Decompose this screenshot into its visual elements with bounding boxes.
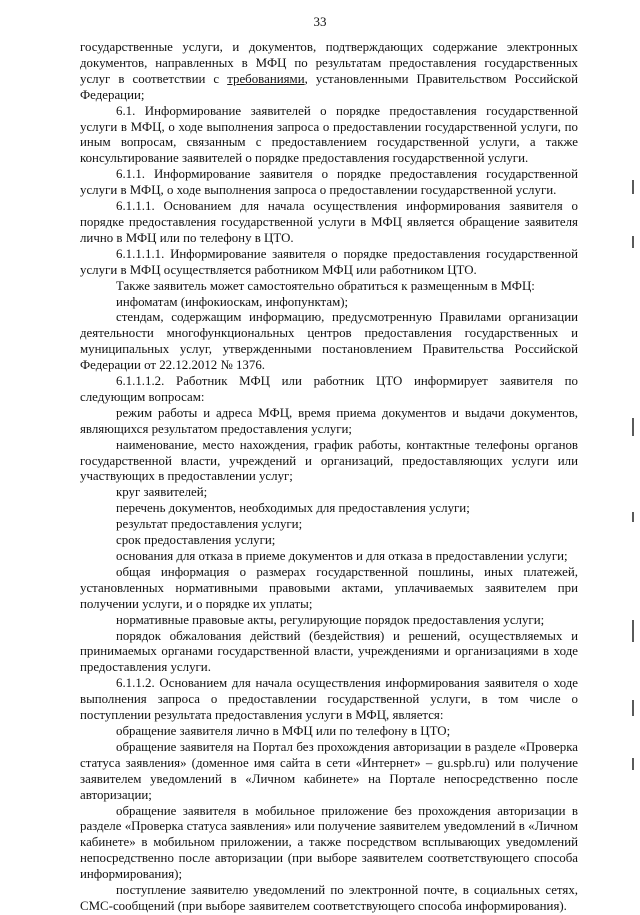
list-item: режим работы и адреса МФЦ, время приема документов и выдачи документов, являющихся результатом предоставления услуги; [80, 405, 578, 436]
document-body [80, 40, 578, 915]
list-item: порядок обжалования действий (бездействия) и решений, осуществляемых и принимаемых органами государственной власти, учреждениями и организациями в ходе предоставления услуги. [80, 628, 578, 675]
paragraph-text: , установленными Правительством Российской Федерации; [80, 71, 578, 102]
scan-edge-mark [632, 236, 634, 248]
section-6-1-1-1-2: 6.1.1.1.2. Работник МФЦ или работник ЦТО информирует заявителя по следующим вопросам: [80, 374, 578, 404]
paragraph-continuation [80, 40, 578, 104]
list-item: обращение заявителя лично в МФЦ или по телефону в ЦТО; [116, 723, 451, 738]
list-item: поступление заявителю уведомлений по электронной почте, в социальных сетях, СМС-сообщений (при выборе заявителем соответствующего способа информирования). [80, 883, 578, 913]
list-item: наименование, место нахождения, график работы, контактные телефоны органов государственной власти, учреждений и организаций, предоставляющих услуги или участвующих в предоставлении услуг; [80, 437, 578, 484]
list-item: срок предоставления услуги; [116, 533, 276, 548]
paragraph-text: государственные услуги, и документов, подтверждающих содержание электронных документов, направленных в МФЦ по результатам предоставления государственных услуг в соответствии с [80, 40, 578, 86]
scan-edge-mark [632, 512, 634, 522]
list-item: результат предоставления услуги; [116, 517, 303, 532]
list-item: круг заявителей; [116, 485, 208, 500]
page-number: 33 [313, 14, 327, 29]
section-6-1-1-1-1: 6.1.1.1.1. Информирование заявителя о порядке предоставления государственной услуги в МФЦ осуществляется работником МФЦ или работником ЦТО. [80, 246, 578, 277]
scan-edge-mark [632, 758, 634, 770]
section-6-1-1: 6.1.1. Информирование заявителя о порядке предоставления государственной услуги в МФЦ, о ходе выполнения запроса о предоставлении государственной услуги. [80, 167, 578, 198]
list-item: общая информация о размерах государственной пошлины, иных платежей, установленных нормативными правовыми актами, уплачиваемых заявителем при получении услуги, и о порядке их уплаты; [80, 564, 578, 611]
section-6-1-1-1: 6.1.1.1. Основанием для начала осуществления информирования заявителя о порядке предоставления государственной услуги в МФЦ является обращение заявителя лично в МФЦ или по телефону в ЦТО. [80, 199, 578, 245]
scan-edge-mark [632, 700, 634, 716]
section-6-1-1-2: 6.1.1.2. Основанием для начала осуществления информирования заявителя о ходе выполнения запроса о предоставлении государственной услуги, в том числе о поступлении результата предоставления услуги в МФЦ, является: [80, 676, 578, 723]
list-item: инфоматам (инфокиоскам, инфопунктам); [116, 294, 349, 309]
list-item: перечень документов, необходимых для предоставления услуги; [116, 501, 470, 516]
list-item: основания для отказа в приеме документов и для отказа в предоставлении услуги; [116, 549, 568, 563]
section-6-1: 6.1. Информирование заявителей о порядке предоставления государственной услуги в МФЦ, о ходе выполнения запроса о предоставлении государственной услуги, по иным вопросам, связанным с предоставлением государственной услуги, а также консультирование заявителей о порядке предоставления государственной услуги. [80, 103, 578, 166]
list-item: обращение заявителя на Портал без прохождения авторизации в разделе «Проверка статуса заявления» (доменное имя сайта в сети «Интернет» – gu.spb.ru) или получение заявителем уведомлений в «Личном кабинете» на Портале непосредственно после авторизации; [80, 739, 578, 802]
scan-edge-mark [632, 418, 634, 436]
scan-edge-mark [632, 180, 634, 194]
requirements-link[interactable]: требованиями [227, 71, 305, 86]
list-item: стендам, содержащим информацию, предусмотренную Правилами организации деятельности многофункциональных центров предоставления государственных и муниципальных услуг, утвержденными постановлением Правительства Российской Федерации от 22.12.2012 № 1376. [80, 310, 578, 373]
paragraph: Также заявитель может самостоятельно обратиться к размещенным в МФЦ: [116, 278, 535, 293]
scan-edge-mark [632, 620, 634, 642]
list-item: нормативные правовые акты, регулирующие порядок предоставления услуги; [116, 612, 545, 627]
list-item: обращение заявителя в мобильное приложение без прохождения авторизации в разделе «Проверка статуса заявления» или получение заявителем уведомлений в «Личном кабинете» в мобильном приложении, а также посредством всплывающих уведомлений непосредственно после авторизации (при выборе заявителем соответствующего способа информирования); [80, 803, 578, 882]
